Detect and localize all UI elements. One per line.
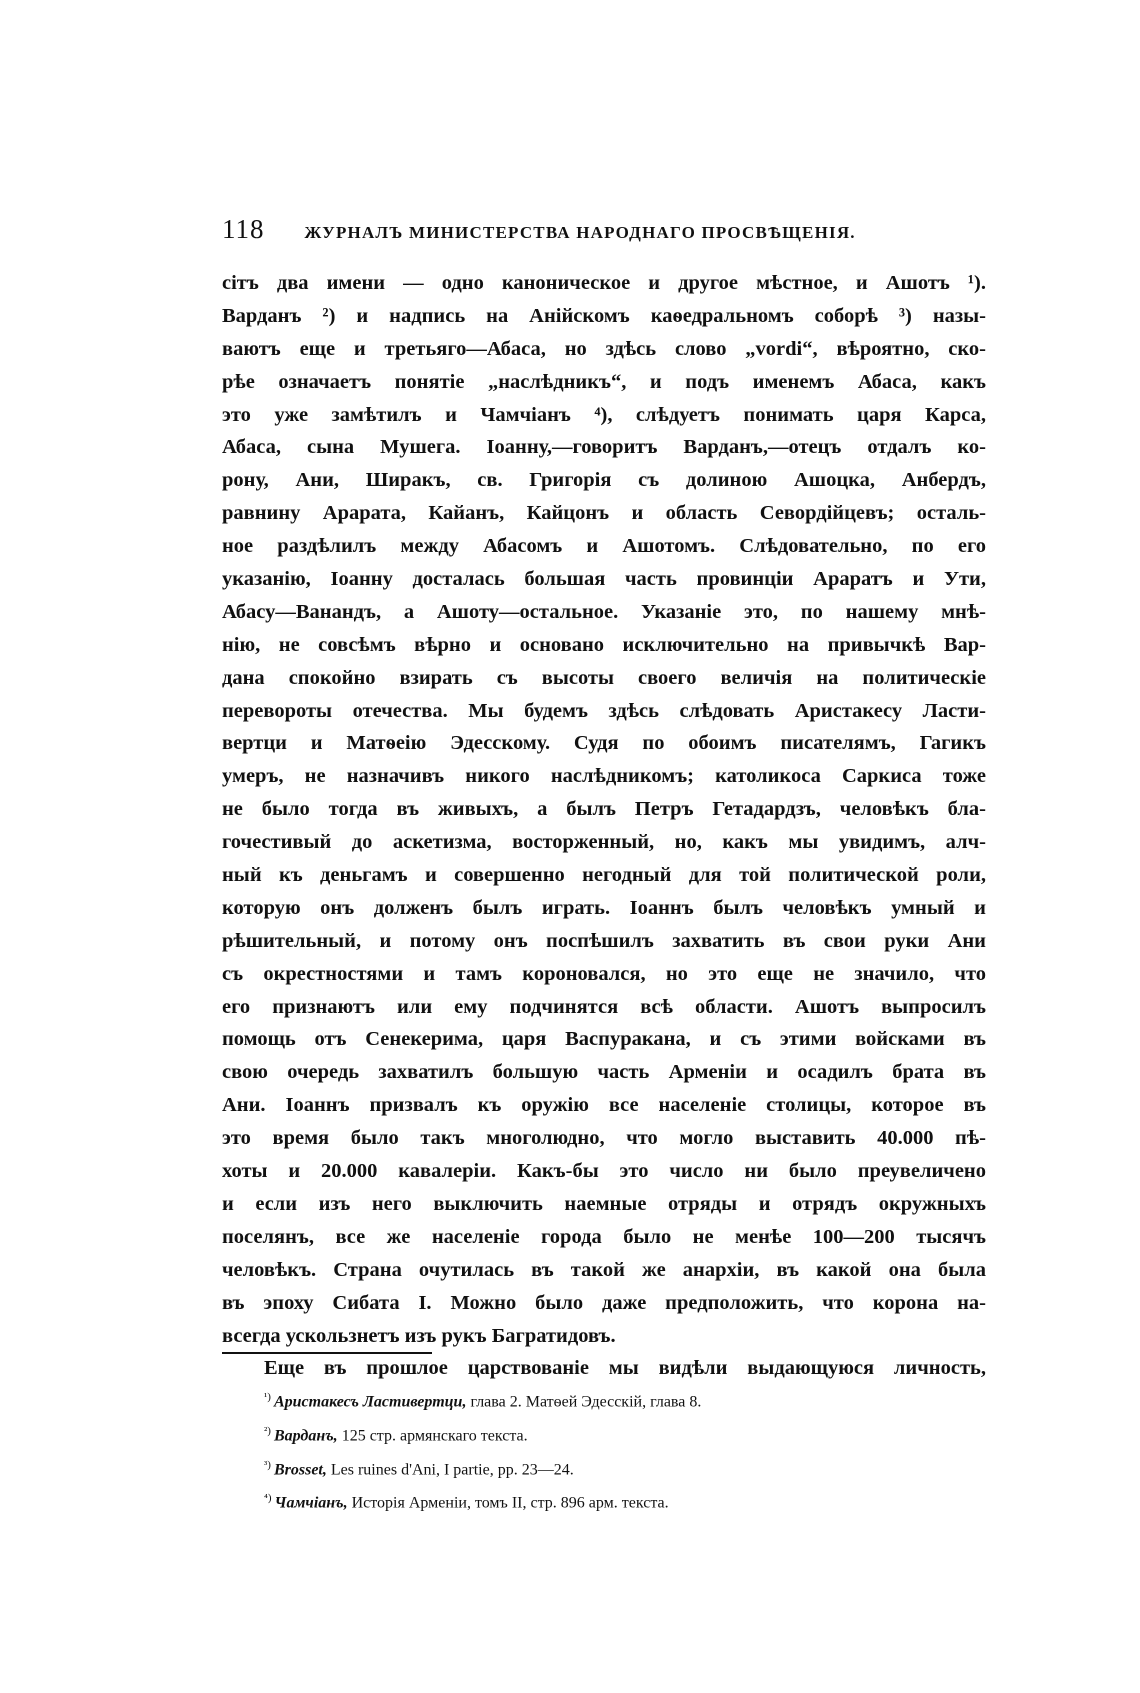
footnote-author: Brosset, [273, 1460, 327, 1478]
body-line: и если изъ него выключить наемные отряды и отрядъ окружныхъ [222, 1192, 986, 1215]
body-line: ное раздѣлилъ между Абасомъ и Ашотомъ. Слѣдовательно, по его [222, 535, 986, 558]
body-line: рону, Ани, Ширакъ, св. Григорія съ долиною Ашоцка, Анбердъ, [222, 469, 986, 492]
footnote-mark: ¹) [264, 1391, 271, 1403]
journal-title: ЖУРНАЛЪ МИНИСТЕРСТВА НАРОДНАГО ПРОСВѢЩЕНІЯ. [304, 223, 856, 242]
body-line: гочестивый до аскетизма, восторженный, но, какъ мы увидимъ, алч- [222, 831, 986, 854]
page-number: 118 [222, 214, 265, 244]
footnote-text: 125 стр. армянскаго текста. [337, 1427, 528, 1445]
footnote-author: Аристакесъ Ластивертци, [273, 1393, 467, 1411]
body-line: перевороты отечества. Мы будемъ здѣсь слѣдовать Аристакесу Ласти- [222, 699, 986, 722]
body-line: умеръ, не назначивъ никого наслѣдникомъ; католикоса Саркиса тоже [222, 765, 986, 788]
paragraph-start-line: Еще въ прошлое царствованіе мы видѣли выдающуюся личность, [264, 1357, 986, 1380]
running-head [222, 214, 922, 254]
body-line: Ани. Іоаннъ призвалъ къ оружію все населеніе столицы, которое въ [222, 1094, 986, 1117]
footnote-text: глава 2. Матѳей Эдесскій, глава 8. [466, 1393, 702, 1411]
body-line: указанію, Іоанну досталась большая часть провинціи Араратъ и Ути, [222, 568, 986, 591]
footnote [264, 1383, 924, 1417]
footnote-rule [222, 1352, 432, 1354]
body-line: помощь отъ Сенекерима, царя Васпуракана, и съ этими войсками въ [222, 1028, 986, 1051]
paragraph-end-line: всегда ускользнетъ изъ рукъ Багратидовъ. [222, 1324, 616, 1347]
body-line: свою очередь захватилъ большую часть Арменіи и осадилъ брата въ [222, 1061, 986, 1084]
body-line: рѣе означаетъ понятіе „наслѣдникъ“, и подъ именемъ Абаса, какъ [222, 370, 986, 393]
body-line: рѣшительный, и потому онъ поспѣшилъ захватить въ свои руки Ани [222, 929, 986, 952]
body-line: человѣкъ. Страна очутилась въ такой же анархіи, въ какой она была [222, 1258, 986, 1281]
footnote-author: Варданъ, [273, 1427, 338, 1445]
footnote-mark: ³) [264, 1458, 271, 1471]
body-line: въ эпоху Сибата I. Можно было даже предположить, что корона на- [222, 1291, 986, 1314]
body-line: нію, не совсѣмъ вѣрно и основано исключительно на привычкѣ Вар- [222, 633, 986, 656]
body-line: не было тогда въ живыхъ, а былъ Петръ Гетадардзъ, человѣкъ бла- [222, 798, 986, 821]
body-line: съ окрестностями и тамъ короновался, но это еще не значило, что [222, 962, 986, 985]
body-line: вертци и Матѳеію Эдесскому. Судя по обоимъ писателямъ, Гагикъ [222, 732, 986, 755]
body-line: поселянъ, все же населеніе города было не менѣе 100—200 тысячъ [222, 1225, 986, 1248]
body-line: ваютъ еще и третьяго—Абаса, но здѣсь слово „vordi“, вѣроятно, ско- [222, 337, 986, 360]
footnote-author: Чамчіанъ, [274, 1494, 348, 1512]
body-line: ный къ деньгамъ и совершенно негодный для той политической роли, [222, 864, 986, 887]
footnote [264, 1484, 924, 1518]
body-line: это уже замѣтилъ и Чамчіанъ ⁴), слѣдуетъ понимать царя Карса, [222, 403, 986, 426]
footnote-mark: ²) [264, 1424, 271, 1437]
body-line: это время было такъ многолюдно, что могло выставить 40.000 пѣ- [222, 1127, 986, 1150]
footnote-text: Исторія Арменіи, томъ II, стр. 896 арм. текста. [347, 1494, 669, 1512]
body-line: хоты и 20.000 кавалеріи. Какъ-бы это число ни было преувеличено [222, 1160, 986, 1183]
footnote [264, 1451, 924, 1485]
footnote-mark: ⁴) [264, 1492, 272, 1505]
body-line: дана спокойно взирать съ высоты своего величія на политическіе [222, 666, 986, 689]
body-line: которую онъ долженъ былъ играть. Іоаннъ былъ человѣкъ умный и [222, 896, 986, 919]
footnote-text: Les ruines d'Ani, I partie, pp. 23—24. [326, 1460, 574, 1478]
body-line: равнину Арарата, Кайанъ, Кайцонъ и область Севордійцевъ; осталь- [222, 502, 986, 525]
footnotes [264, 1383, 924, 1518]
body-line: Абасу—Ванандъ, а Ашоту—остальное. Указаніе это, по нашему мнѣ- [222, 600, 986, 623]
footnote [264, 1417, 924, 1451]
body-text [222, 267, 986, 1385]
body-line: Варданъ ²) и надпись на Анійскомъ каѳедральномъ соборѣ ³) назы- [222, 304, 986, 327]
body-line: Абаса, сына Мушега. Іоанну,—говоритъ Варданъ,—отецъ отдалъ ко- [222, 436, 986, 459]
body-line: его признаютъ или ему подчинятся всѣ области. Ашотъ выпросилъ [222, 995, 986, 1018]
body-line: сітъ два имени — одно каноническое и другое мѣстное, и Ашотъ ¹). [222, 272, 986, 294]
